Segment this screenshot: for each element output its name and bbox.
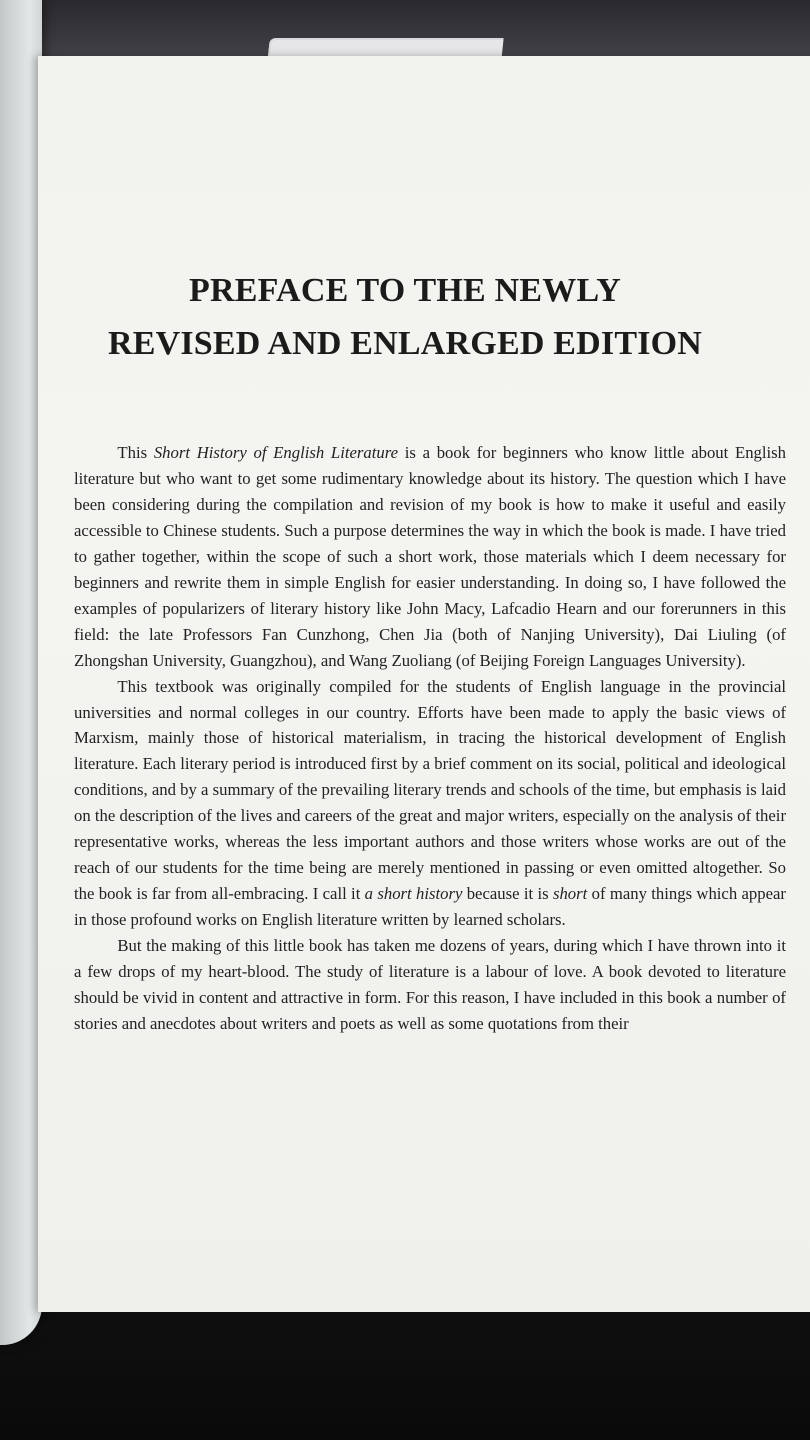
show-through-text [200, 186, 790, 212]
left-page-edge [0, 0, 42, 1345]
paragraph-2-text-a: This textbook was originally compiled for the students of English language in the provincial universities and normal colleges in our country. Efforts have been made to apply the basic views of Marxism, mainly those of historical materialism, in tracing the historical development of English literature. Each literary period is introduced first by a brief comment on its social, political and ideological conditions, and by a summary of the prevailing literary trends and schools of the time, but emphasis is laid on the description of the lives and careers of the great and major writers, especially on the analysis of their representative works, whereas the less important authors and those writers whose works are out of the reach of our students for the time being are merely mentioned in passing or even omitted altogether. So the book is far from all-embracing. I call it [74, 676, 786, 904]
paragraph-2 [74, 674, 786, 934]
page-title-line-2: REVISED AND ENLARGED EDITION [107, 325, 703, 362]
short-italic: short [552, 884, 588, 904]
preface-body [74, 440, 786, 1037]
paragraph-2-text-c: of many things which appear in those profound works on English literature written by learned scholars. [74, 884, 786, 930]
paragraph-1 [74, 440, 786, 674]
short-history-italic: a short history [364, 884, 463, 904]
paragraph-3-text: But the making of this little book has taken me dozens of years, during which I have thrown into it a few drops of my heart-blood. The study of literature is a labour of love. A book devoted to literature should be vivid in content and attractive in form. For this reason, I have included in this book a number of stories and anecdotes about writers and poets as well as some quotations from their [74, 936, 786, 1033]
background-bottom [0, 1300, 810, 1440]
paragraph-3 [74, 933, 786, 1037]
paragraph-2-text-b: because it is [462, 884, 553, 904]
book-title-italic: Short History of English Literature [153, 443, 398, 462]
paragraph-1-text-a: This [117, 443, 154, 462]
paragraph-1-text-b: is a book for beginners who know little about English literature but who want to get some rudimentary knowledge about its history. The question which I have been considering during the compilation and revision of my book is how to make it useful and easily accessible to Chinese students. Such a purpose determines the way in which the book is made. I have tried to gather together, within the scope of such a short work, those materials which I deem necessary for beginners and rewrite them in simple English for easier understanding. In doing so, I have followed the examples of popularizers of literary history like John Macy, Lafcadio Hearn and our forerunners in this field: the late Professors Fan Cunzhong, Chen Jia (both of Nanjing University), Dai Liuling (of Zhongshan University, Guangzhou), and Wang Zuoliang (of Beijing Foreign Languages University). [74, 443, 786, 670]
page-title-line-1: PREFACE TO THE NEWLY [189, 272, 621, 309]
